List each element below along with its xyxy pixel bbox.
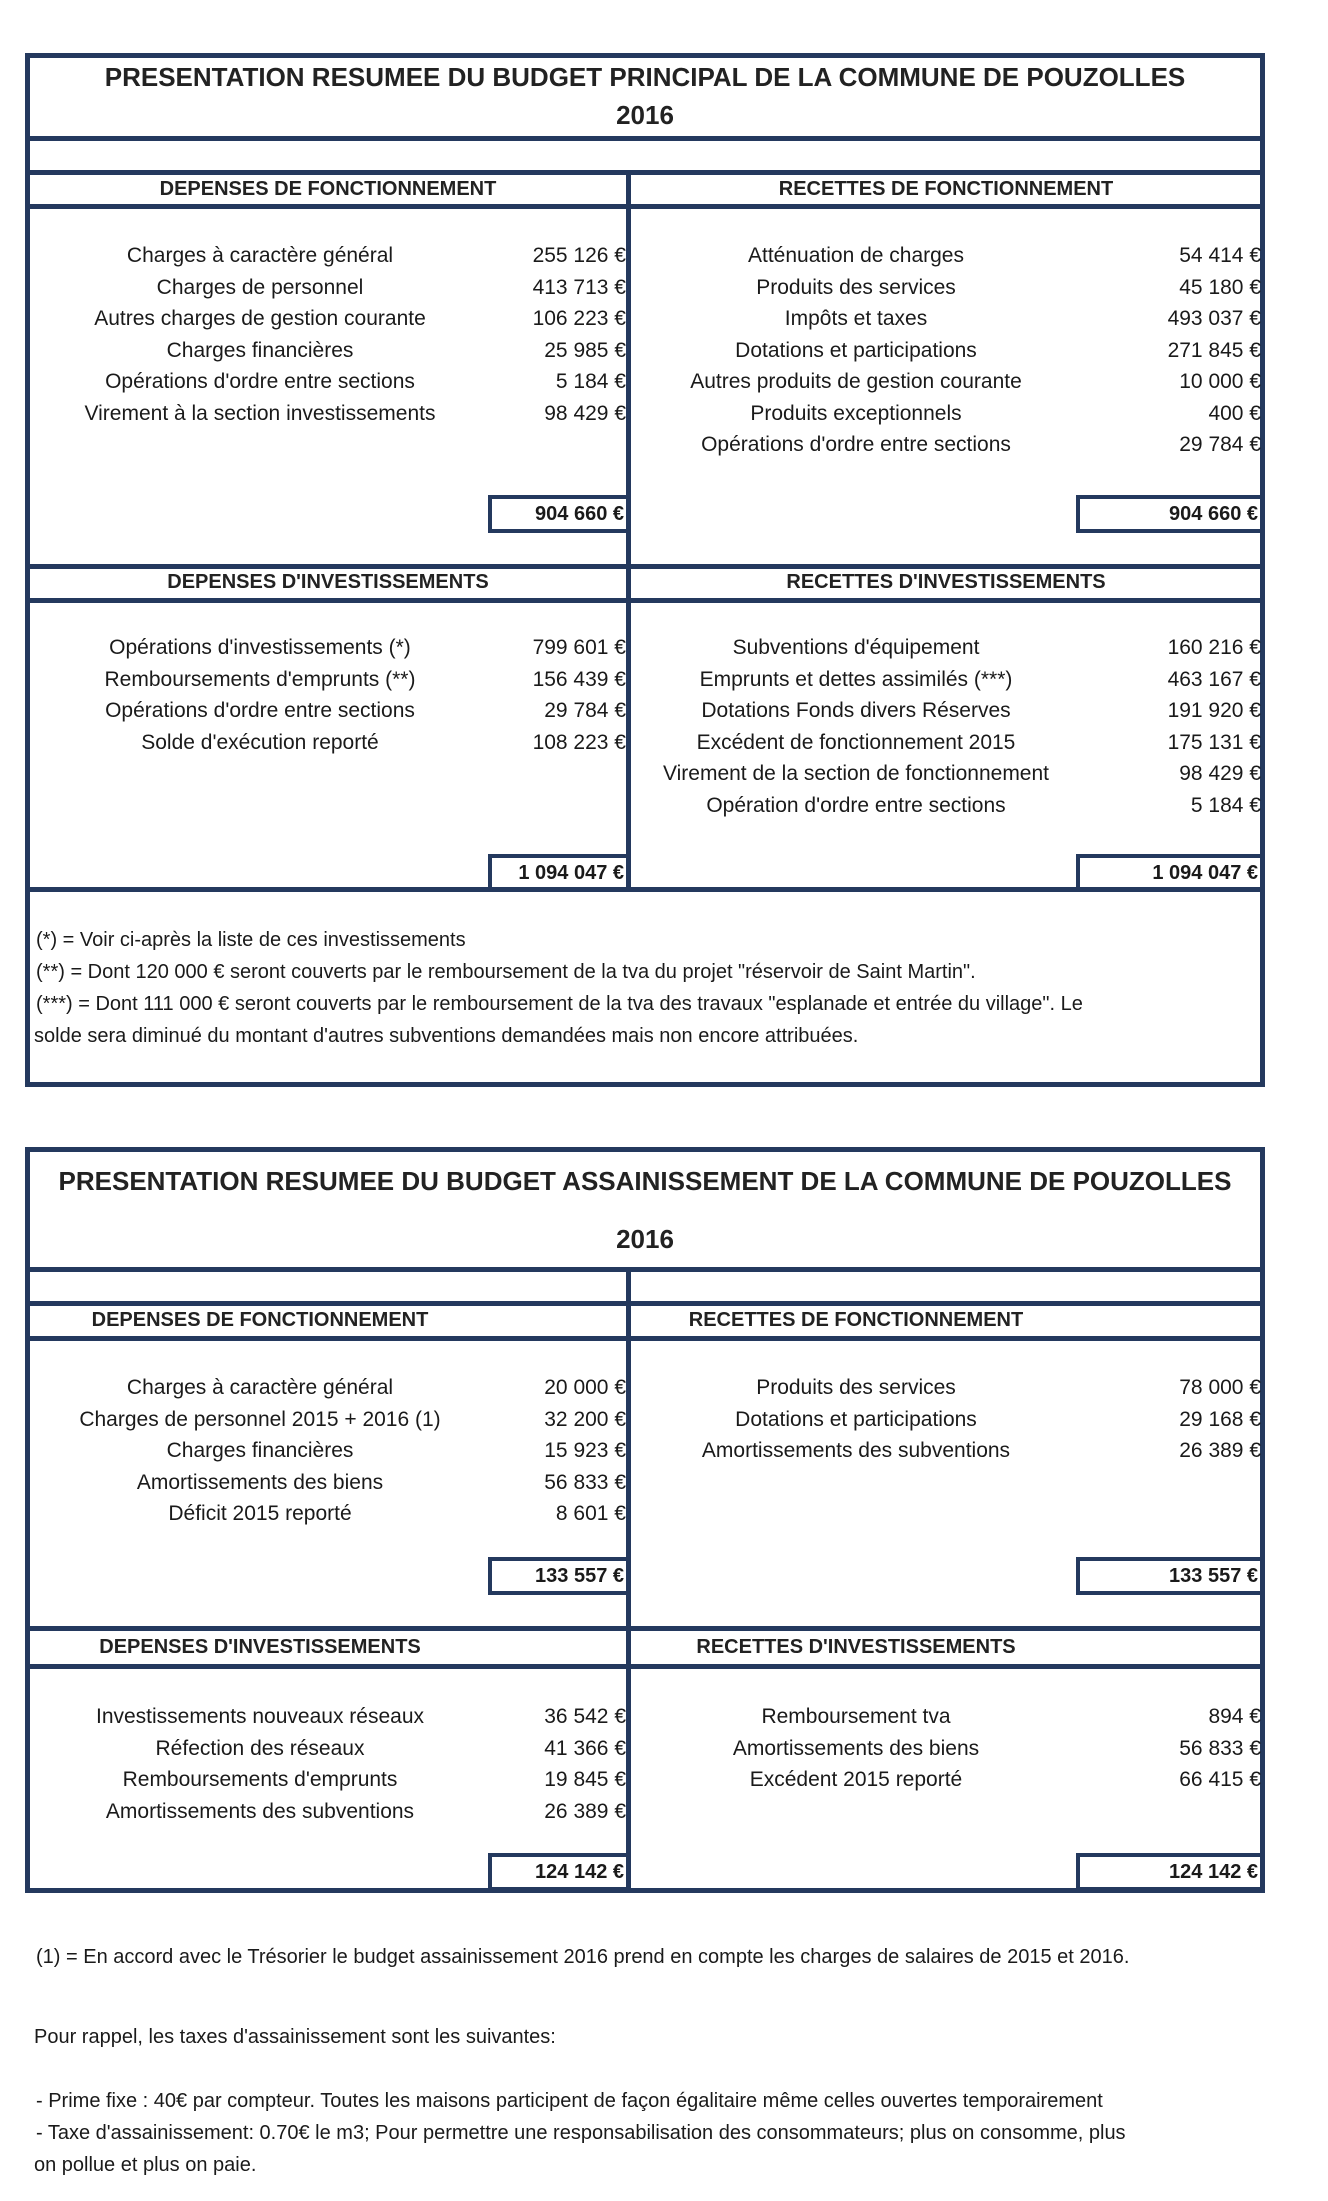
line-item: [30, 1435, 626, 1467]
line-item: [30, 1498, 626, 1530]
title-line-1: PRESENTATION RESUMEE DU BUDGET ASSAINISSEMENT DE LA COMMUNE DE POUZOLLES: [58, 1166, 1232, 1196]
line-item-amount: 255 126 €: [532, 244, 626, 267]
line-item-label: Dotations et participations: [735, 338, 977, 362]
line-item-amount: 271 845 €: [1167, 338, 1261, 362]
tax-assainissement: - Taxe d'assainissement: 0.70€ le m3; Pour permettre une responsabilisation des consommateurs; plus on consomme, plus: [36, 2122, 1126, 2144]
line-item: [30, 1733, 626, 1765]
line-item-amount: 106 223 €: [532, 307, 626, 330]
line-item-amount: 36 542 €: [544, 1705, 626, 1728]
line-item-amount: 25 985 €: [544, 338, 626, 362]
principal-rec-invest-header: RECETTES D'INVESTISSEMENTS: [786, 571, 1106, 593]
divider: [25, 887, 1265, 892]
line-item-label: Emprunts et dettes assimilés (***): [699, 667, 1013, 691]
principal-dep-fonct-total: 904 660 €: [488, 495, 631, 533]
footnote-assainissement: (1) = En accord avec le Trésorier le budget assainissement 2016 prend en compte les charges de salaires de 2015 et 2016.: [36, 1946, 1130, 1968]
line-item-label: Amortissements des biens: [732, 1736, 980, 1760]
line-item-label: Charges de personnel: [156, 275, 364, 299]
line-item-amount: 29 168 €: [1179, 1407, 1261, 1431]
line-item-label: Remboursements d'emprunts: [122, 1768, 398, 1791]
divider: [25, 1626, 1265, 1631]
principal-dep-fonct-header: DEPENSES DE FONCTIONNEMENT: [159, 178, 497, 200]
line-item-amount: 5 184 €: [555, 370, 626, 393]
line-item-amount: 20 000 €: [544, 1376, 626, 1399]
line-item-amount: 56 833 €: [544, 1470, 626, 1494]
line-item: [30, 1796, 626, 1828]
line-item: [30, 727, 626, 759]
line-item-amount: 413 713 €: [532, 275, 626, 299]
line-item-amount: 54 414 €: [1179, 244, 1261, 267]
assain-dep-invest-total: 124 142 €: [488, 1853, 631, 1891]
principal-rec-fonct-header: RECETTES DE FONCTIONNEMENT: [778, 178, 1114, 200]
line-item-label: Opérations d'ordre entre sections: [105, 370, 415, 393]
principal-rec-fonct-total: 904 660 €: [1076, 495, 1265, 533]
line-item-amount: 26 389 €: [544, 1799, 626, 1823]
line-item-amount: 29 784 €: [544, 699, 626, 722]
line-item-label: Investissements nouveaux réseaux: [95, 1705, 424, 1728]
line-item: [30, 240, 626, 272]
line-item-label: Charges financières: [166, 338, 354, 362]
divider: [25, 136, 1265, 141]
line-item-label: Amortissements des subventions: [105, 1799, 415, 1823]
line-item-label: Subventions d'équipement: [732, 636, 980, 659]
line-item: [631, 1701, 1261, 1733]
line-item-label: Excédent de fonctionnement 2015: [696, 730, 1016, 754]
line-item-amount: 400 €: [1208, 401, 1261, 425]
line-item-amount: 32 200 €: [544, 1407, 626, 1431]
line-item-label: Solde d'exécution reporté: [141, 730, 379, 754]
line-item-amount: 56 833 €: [1179, 1736, 1261, 1760]
line-item: [631, 1372, 1261, 1404]
budget-assainissement-title: [30, 1152, 1260, 1254]
line-item: [30, 695, 626, 727]
line-item-label: Amortissements des biens: [136, 1470, 384, 1494]
footnote-4: solde sera diminué du montant d'autres subventions demandées mais non encore attribuées.: [34, 1025, 859, 1047]
line-item-label: Autres produits de gestion courante: [690, 370, 1022, 393]
line-item-label: Opérations d'ordre entre sections: [105, 699, 415, 722]
principal-dep-invest-total: 1 094 047 €: [488, 854, 631, 892]
footnote-3: (***) = Dont 111 000 € seront couverts par le remboursement de la tva des travaux "esplanade et entrée du village". Le: [36, 993, 1083, 1015]
budget-principal-title: [30, 58, 1260, 134]
line-item: [631, 758, 1261, 790]
line-item-label: Atténuation de charges: [748, 244, 964, 267]
line-item: [631, 303, 1261, 335]
line-item-label: Réfection des réseaux: [155, 1736, 365, 1760]
assain-dep-invest-header: DEPENSES D'INVESTISSEMENTS: [99, 1636, 421, 1658]
line-item-amount: 799 601 €: [532, 636, 626, 659]
line-item-amount: 78 000 €: [1179, 1376, 1261, 1399]
line-item-label: Virement de la section de fonctionnement: [662, 762, 1050, 785]
tax-reminder: Pour rappel, les taxes d'assainissement sont les suivantes:: [34, 2026, 556, 2048]
line-item-amount: 894 €: [1208, 1705, 1261, 1728]
line-item-amount: 8 601 €: [555, 1502, 626, 1525]
assain-rec-invest-total: 124 142 €: [1076, 1853, 1265, 1891]
line-item: [30, 272, 626, 304]
line-item-amount: 108 223 €: [532, 730, 626, 754]
line-item: [30, 1764, 626, 1796]
principal-rec-invest-total: 1 094 047 €: [1076, 854, 1265, 892]
line-item: [631, 727, 1261, 759]
divider: [25, 1267, 1265, 1272]
footnote-2: (**) = Dont 120 000 € seront couverts par le remboursement de la tva du projet "réservoir de Saint Martin".: [36, 961, 976, 983]
line-item: [30, 1372, 626, 1404]
line-item-label: Remboursements d'emprunts (**): [104, 667, 416, 691]
assain-dep-fonct-total: 133 557 €: [488, 1557, 631, 1595]
line-item: [631, 240, 1261, 272]
line-item: [30, 1467, 626, 1499]
line-item-amount: 98 429 €: [544, 401, 626, 425]
line-item-amount: 191 920 €: [1167, 699, 1261, 722]
line-item: [631, 695, 1261, 727]
line-item-label: Amortissements des subventions: [701, 1439, 1011, 1462]
divider: [25, 1336, 1265, 1341]
line-item-label: Autres charges de gestion courante: [94, 307, 426, 330]
line-item-label: Charges à caractère général: [126, 1376, 394, 1399]
line-item-amount: 26 389 €: [1179, 1439, 1261, 1462]
line-item-label: Déficit 2015 reporté: [168, 1502, 352, 1525]
line-item-label: Remboursement tva: [761, 1705, 951, 1728]
line-item-amount: 156 439 €: [532, 667, 626, 691]
tax-prime-fixe: - Prime fixe : 40€ par compteur. Toutes les maisons participent de façon égalitaire même celles ouvertes temporairement: [36, 2090, 1103, 2112]
divider: [25, 598, 1265, 603]
assain-rec-invest-header: RECETTES D'INVESTISSEMENTS: [696, 1636, 1016, 1658]
line-item: [30, 1701, 626, 1733]
line-item-amount: 45 180 €: [1179, 275, 1261, 299]
divider: [25, 1664, 1265, 1669]
line-item: [30, 398, 626, 430]
assain-dep-fonct-header: DEPENSES DE FONCTIONNEMENT: [91, 1309, 429, 1331]
line-item-amount: 98 429 €: [1179, 762, 1261, 785]
line-item: [631, 632, 1261, 664]
title-line-1: PRESENTATION RESUMEE DU BUDGET PRINCIPAL DE LA COMMUNE DE POUZOLLES: [104, 62, 1186, 92]
line-item: [631, 790, 1261, 822]
line-item-amount: 5 184 €: [1190, 793, 1261, 817]
line-item-amount: 175 131 €: [1167, 730, 1261, 754]
line-item-label: Opérations d'investissements (*): [109, 636, 411, 659]
line-item-amount: 41 366 €: [544, 1736, 626, 1760]
line-item: [30, 664, 626, 696]
line-item-label: Charges de personnel 2015 + 2016 (1): [79, 1407, 441, 1431]
line-item-label: Charges à caractère général: [126, 244, 394, 267]
line-item-amount: 29 784 €: [1179, 433, 1261, 456]
line-item-amount: 463 167 €: [1167, 667, 1261, 691]
line-item: [631, 1435, 1261, 1467]
line-item-label: Excédent 2015 reporté: [749, 1768, 963, 1791]
title-line-2: 2016: [616, 1224, 674, 1254]
line-item: [631, 1764, 1261, 1796]
line-item: [631, 1404, 1261, 1436]
line-item-label: Dotations et participations: [735, 1407, 977, 1431]
line-item: [631, 664, 1261, 696]
line-item: [631, 335, 1261, 367]
line-item-amount: 66 415 €: [1179, 1768, 1261, 1791]
line-item-amount: 19 845 €: [544, 1768, 626, 1791]
line-item-label: Produits exceptionnels: [750, 401, 962, 425]
footnote-1: (*) = Voir ci-après la liste de ces investissements: [36, 929, 466, 951]
principal-dep-invest-header: DEPENSES D'INVESTISSEMENTS: [167, 571, 489, 593]
line-item-label: Dotations Fonds divers Réserves: [701, 699, 1011, 722]
line-item: [631, 398, 1261, 430]
tax-assainissement-cont: on pollue et plus on paie.: [34, 2154, 257, 2176]
line-item-label: Opérations d'ordre entre sections: [701, 433, 1011, 456]
line-item-amount: 15 923 €: [544, 1439, 626, 1462]
line-item: [30, 303, 626, 335]
line-item: [30, 366, 626, 398]
title-line-2: 2016: [616, 100, 674, 130]
line-item-label: Charges financières: [166, 1439, 354, 1462]
divider: [25, 204, 1265, 209]
line-item-amount: 160 216 €: [1167, 636, 1261, 659]
assain-rec-fonct-total: 133 557 €: [1076, 1557, 1265, 1595]
line-item-label: Produits des services: [756, 1376, 956, 1399]
line-item: [631, 1733, 1261, 1765]
line-item: [631, 366, 1261, 398]
line-item-amount: 493 037 €: [1167, 307, 1261, 330]
line-item-label: Impôts et taxes: [784, 307, 928, 330]
line-item: [30, 1404, 626, 1436]
assain-rec-fonct-header: RECETTES DE FONCTIONNEMENT: [688, 1309, 1024, 1331]
line-item: [631, 272, 1261, 304]
line-item: [30, 335, 626, 367]
line-item: [30, 632, 626, 664]
line-item-label: Virement à la section investissements: [84, 401, 436, 425]
line-item-label: Produits des services: [756, 275, 956, 299]
line-item: [631, 429, 1261, 461]
line-item-label: Opération d'ordre entre sections: [706, 793, 1006, 817]
line-item-amount: 10 000 €: [1179, 370, 1261, 393]
